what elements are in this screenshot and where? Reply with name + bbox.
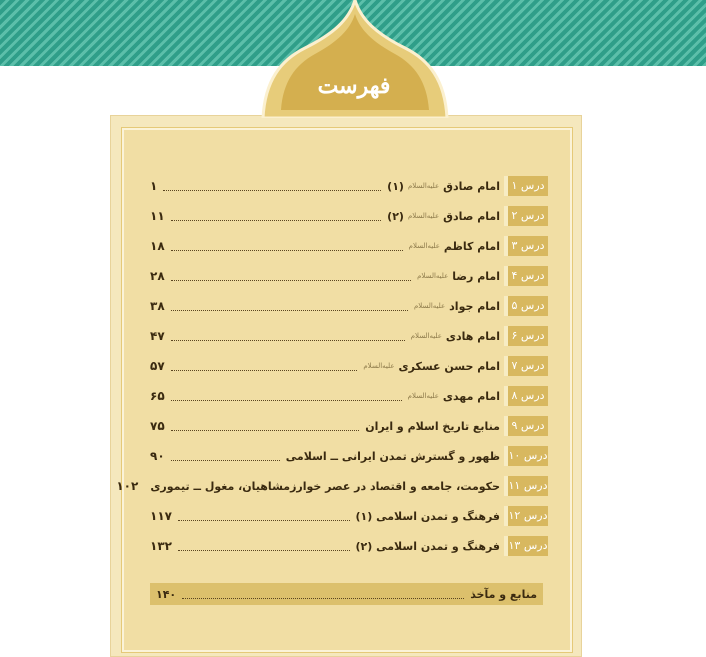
lesson-label: درس ۷ bbox=[504, 356, 548, 376]
page-number: ۳۸ bbox=[150, 299, 165, 313]
page-number: ۱۳۲ bbox=[150, 539, 172, 553]
toc-entry bbox=[150, 236, 500, 256]
toc-entry bbox=[150, 326, 500, 346]
lesson-label: درس ۱۲ bbox=[504, 506, 548, 526]
toc-row[interactable] bbox=[150, 262, 548, 292]
page-number: ۲۸ bbox=[150, 269, 165, 283]
entry-title: امام صادق bbox=[443, 209, 500, 223]
leader-dots bbox=[171, 250, 403, 251]
leader-dots bbox=[171, 310, 408, 311]
toc-row[interactable] bbox=[150, 502, 548, 532]
lesson-label: درس ۳ bbox=[504, 236, 548, 256]
lesson-label: درس ۱۱ bbox=[504, 476, 548, 496]
toc-entry bbox=[150, 356, 500, 376]
lesson-label: درس ۴ bbox=[504, 266, 548, 286]
leader-dots bbox=[171, 460, 280, 461]
sources-label: منابع و مآخذ bbox=[470, 587, 537, 601]
leader-dots bbox=[171, 430, 360, 431]
toc-entry bbox=[150, 176, 500, 196]
toc-row[interactable] bbox=[150, 322, 548, 352]
entry-title: امام کاظم bbox=[443, 239, 500, 253]
leader-dots bbox=[163, 190, 381, 191]
page-number: ۱۰۲ bbox=[116, 479, 139, 493]
lesson-label: درس ۲ bbox=[504, 206, 548, 226]
toc-entry bbox=[150, 536, 500, 556]
leader-dots bbox=[171, 220, 382, 221]
page-number: ۴۷ bbox=[150, 329, 165, 343]
leader-dots bbox=[171, 340, 405, 341]
sources-page: ۱۴۰ bbox=[156, 587, 177, 601]
sources-row[interactable] bbox=[150, 583, 543, 605]
page-number: ۶۵ bbox=[150, 389, 165, 403]
page-number: ۹۰ bbox=[150, 449, 165, 463]
honorific-mark: علیه‌السلام bbox=[407, 182, 440, 190]
leader-dots bbox=[182, 598, 464, 599]
honorific-mark: علیه‌السلام bbox=[417, 272, 449, 280]
page-number: ۱۱۷ bbox=[150, 509, 172, 523]
lesson-label: درس ۱۰ bbox=[504, 446, 548, 466]
entry-title: امام هادی bbox=[445, 329, 500, 343]
toc-entry bbox=[150, 386, 500, 406]
toc-row[interactable] bbox=[150, 202, 548, 232]
entry-part: (۱) bbox=[387, 179, 404, 193]
toc-entry bbox=[150, 506, 500, 526]
lesson-label: درس ۸ bbox=[504, 386, 548, 406]
leader-dots bbox=[178, 520, 350, 521]
lesson-label: درس ۱ bbox=[504, 176, 548, 196]
lesson-label: درس ۵ bbox=[504, 296, 548, 316]
page-title: فهرست bbox=[317, 73, 391, 99]
entry-title: امام حسن عسکری bbox=[398, 359, 500, 373]
entry-title: فرهنگ و تمدن اسلامی (۲) bbox=[355, 539, 500, 553]
toc-row[interactable] bbox=[150, 172, 548, 202]
honorific-mark: علیه‌السلام bbox=[410, 332, 442, 340]
lesson-label: درس ۱۳ bbox=[504, 536, 548, 556]
honorific-mark: علیه‌السلام bbox=[407, 212, 440, 220]
leader-dots bbox=[178, 550, 350, 551]
leader-dots bbox=[171, 400, 402, 401]
honorific-mark: علیه‌السلام bbox=[363, 362, 395, 370]
entry-title: ظهور و گسترش تمدن ایرانی ــ اسلامی bbox=[285, 449, 500, 463]
toc-row[interactable] bbox=[150, 232, 548, 262]
toc-row[interactable] bbox=[150, 532, 548, 562]
entry-title: فرهنگ و تمدن اسلامی (۱) bbox=[355, 509, 500, 523]
honorific-mark: علیه‌السلام bbox=[413, 302, 446, 310]
table-of-contents bbox=[116, 172, 548, 562]
leader-dots bbox=[171, 370, 358, 371]
toc-row[interactable] bbox=[150, 442, 548, 472]
entry-part: (۲) bbox=[387, 209, 404, 223]
toc-entry bbox=[150, 266, 500, 286]
page-number: ۱۱ bbox=[150, 209, 165, 223]
page-number: ۱ bbox=[150, 179, 158, 193]
toc-entry bbox=[150, 206, 500, 226]
toc-row[interactable] bbox=[116, 472, 548, 502]
toc-row[interactable] bbox=[150, 382, 548, 412]
entry-title: حکومت، جامعه و اقتصاد در عصر خوارزمشاهیان، مغول ــ تیموری bbox=[150, 479, 500, 493]
page-number: ۵۷ bbox=[150, 359, 165, 373]
toc-entry bbox=[150, 446, 500, 466]
entry-title: منابع تاریخ اسلام و ایران bbox=[365, 419, 500, 433]
honorific-mark: علیه‌السلام bbox=[407, 392, 439, 400]
page-number: ۷۵ bbox=[150, 419, 165, 433]
honorific-mark: علیه‌السلام bbox=[408, 242, 440, 250]
toc-row[interactable] bbox=[150, 292, 548, 322]
lesson-label: درس ۹ bbox=[504, 416, 548, 436]
toc-row[interactable] bbox=[150, 352, 548, 382]
entry-title: امام جواد bbox=[449, 299, 500, 313]
entry-title: امام صادق bbox=[443, 179, 500, 193]
leader-dots bbox=[171, 280, 411, 281]
page-number: ۱۸ bbox=[150, 239, 165, 253]
entry-title: امام مهدی bbox=[442, 389, 500, 403]
lesson-label: درس ۶ bbox=[504, 326, 548, 346]
toc-entry bbox=[150, 296, 500, 316]
toc-row[interactable] bbox=[150, 412, 548, 442]
toc-entry bbox=[116, 476, 500, 496]
entry-title: امام رضا bbox=[452, 269, 500, 283]
toc-entry bbox=[150, 416, 500, 436]
